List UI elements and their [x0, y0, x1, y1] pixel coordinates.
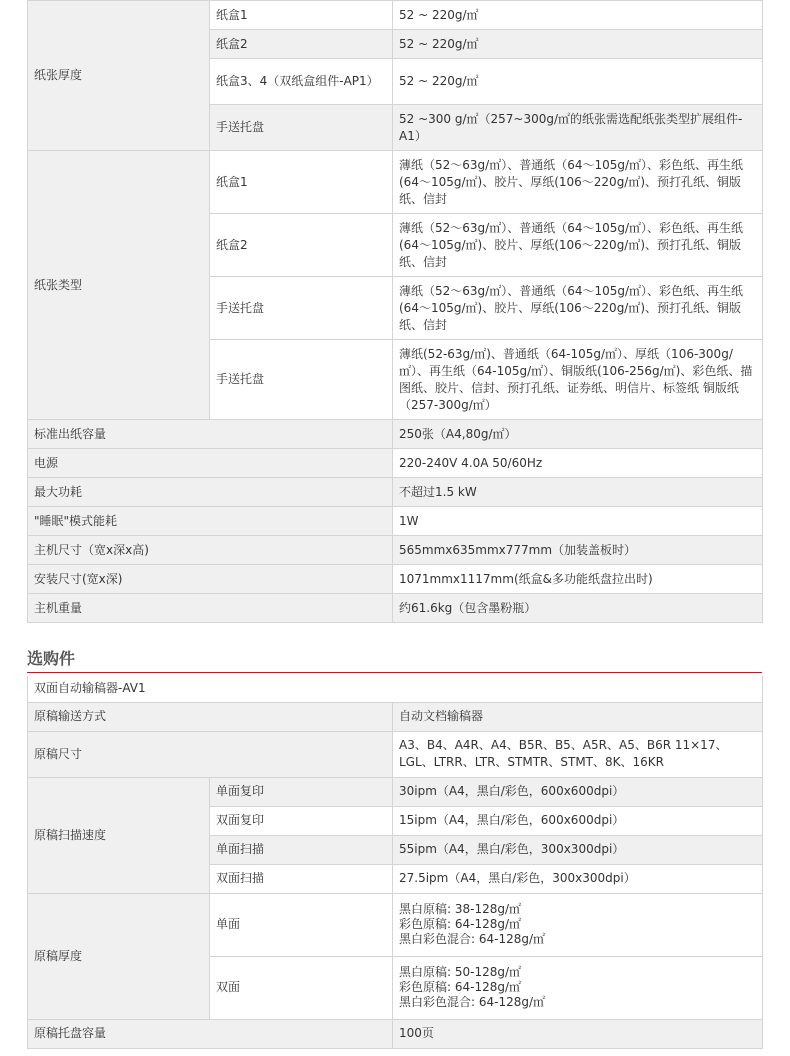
spec-line: 黑白彩色混合: 64-128g/㎡ — [399, 932, 546, 946]
spec-line: 黑白原稿: 50-128g/㎡ — [399, 965, 522, 979]
spec-value: 55ipm（A4，黑白/彩色，300x300dpi） — [393, 835, 763, 864]
spec-value: 薄纸（52～63g/㎡）、普通纸（64～105g/㎡）、彩色纸、再生纸(64～105g/㎡)、胶片、厚纸(106～220g/㎡)、预打孔纸、铜版纸、信封 — [393, 151, 763, 214]
spec-value-multiline — [393, 893, 763, 956]
spec-table — [27, 0, 763, 623]
sub-label: 单面复印 — [210, 777, 393, 806]
sub-label: 手送托盘 — [210, 105, 393, 151]
sub-label: 双面扫描 — [210, 864, 393, 893]
row-label: 原稿尺寸 — [28, 731, 393, 777]
spec-value: 不超过1.5 kW — [393, 478, 763, 507]
sub-label: 双面 — [210, 956, 393, 1019]
spec-value: 565mmx635mmx777mm（加装盖板时） — [393, 536, 763, 565]
spec-value: 15ipm（A4，黑白/彩色，600x600dpi） — [393, 806, 763, 835]
row-label: 最大功耗 — [28, 478, 393, 507]
spec-value: 1071mmx1117mm(纸盒&多功能纸盘拉出时) — [393, 565, 763, 594]
spec-value: 220-240V 4.0A 50/60Hz — [393, 449, 763, 478]
row-label: 纸张类型 — [28, 151, 210, 420]
spec-value: A3、B4、A4R、A4、B5R、B5、A5R、A5、B6R 11×17、LGL、LTRR、LTR、STMTR、STMT、8K、16KR — [393, 731, 763, 777]
spec-value: 27.5ipm（A4，黑白/彩色，300x300dpi） — [393, 864, 763, 893]
sub-label: 双面复印 — [210, 806, 393, 835]
spec-value: 250张（A4,80g/㎡） — [393, 420, 763, 449]
sub-label: 纸盒2 — [210, 214, 393, 277]
sub-label: 纸盒2 — [210, 30, 393, 59]
row-label: 原稿输送方式 — [28, 702, 393, 731]
row-label: 电源 — [28, 449, 393, 478]
sub-label: 纸盒1 — [210, 151, 393, 214]
spec-table-container — [27, 0, 762, 623]
spec-value: 52 ~ 220g/㎡ — [393, 59, 763, 105]
sub-label: 单面扫描 — [210, 835, 393, 864]
row-label: 原稿厚度 — [28, 893, 210, 1019]
sub-label: 单面 — [210, 893, 393, 956]
spec-value: 100页 — [393, 1019, 763, 1048]
section-divider — [27, 672, 762, 673]
spec-value: 自动文档输稿器 — [393, 702, 763, 731]
row-label: 主机重量 — [28, 594, 393, 623]
spec-value: 薄纸（52～63g/㎡）、普通纸（64～105g/㎡）、彩色纸、再生纸(64～105g/㎡)、胶片、厚纸(106～220g/㎡)、预打孔纸、铜版纸、信封 — [393, 214, 763, 277]
row-label: 纸张厚度 — [28, 1, 210, 151]
sub-label: 手送托盘 — [210, 340, 393, 420]
spec-line: 彩色原稿: 64-128g/㎡ — [399, 917, 522, 931]
spec-value: 52 ~ 220g/㎡ — [393, 30, 763, 59]
row-label: 原稿扫描速度 — [28, 777, 210, 893]
row-label: 标准出纸容量 — [28, 420, 393, 449]
row-label: 安装尺寸(宽x深) — [28, 565, 393, 594]
row-label: 原稿托盘容量 — [28, 1019, 393, 1048]
sub-label: 纸盒1 — [210, 1, 393, 30]
sub-label: 纸盒3、4（双纸盒组件-AP1） — [210, 59, 393, 105]
spec-value: 52 ~ 220g/㎡ — [393, 1, 763, 30]
spec-line: 黑白彩色混合: 64-128g/㎡ — [399, 995, 546, 1009]
section-title: 选购件 — [27, 649, 76, 668]
row-label: "睡眠"模式能耗 — [28, 507, 393, 536]
spec-value: 薄纸(52-63g/㎡)、普通纸（64-105g/㎡）、厚纸（106-300g/㎡）、再生纸（64-105g/㎡）、铜版纸(106-256g/㎡)、彩色纸、描图纸、胶片、信封、预打孔纸、证券纸、明信片、标签纸 铜版纸（257-300g/㎡） — [393, 340, 763, 420]
spec-line: 黑白原稿: 38-128g/㎡ — [399, 902, 522, 916]
device-name: 双面自动输稿器-AV1 — [28, 676, 763, 702]
options-table — [27, 676, 763, 1049]
spec-value: 薄纸（52～63g/㎡）、普通纸（64～105g/㎡）、彩色纸、再生纸(64～105g/㎡)、胶片、厚纸(106～220g/㎡)、预打孔纸、铜版纸、信封 — [393, 277, 763, 340]
spec-value: 30ipm（A4，黑白/彩色，600x600dpi） — [393, 777, 763, 806]
spec-value: 约61.6kg（包含墨粉瓶） — [393, 594, 763, 623]
spec-value: 1W — [393, 507, 763, 536]
spec-value: 52 ~300 g/㎡（257~300g/㎡的纸张需选配纸张类型扩展组件-A1） — [393, 105, 763, 151]
spec-value-multiline — [393, 956, 763, 1019]
options-table-container — [27, 676, 763, 1049]
spec-line: 彩色原稿: 64-128g/㎡ — [399, 980, 522, 994]
sub-label: 手送托盘 — [210, 277, 393, 340]
row-label: 主机尺寸（宽x深x高) — [28, 536, 393, 565]
